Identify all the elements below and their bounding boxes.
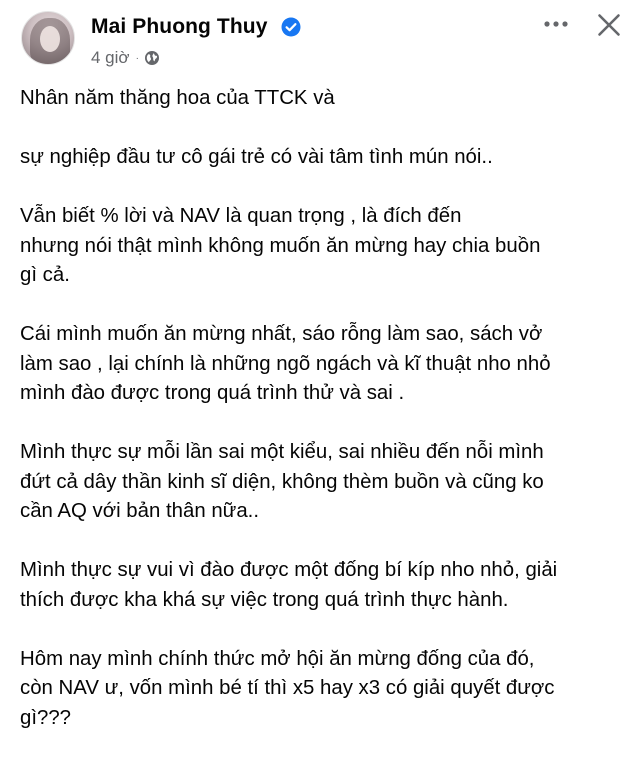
meta-separator: · (135, 52, 139, 64)
close-icon[interactable] (597, 13, 621, 37)
post-time[interactable]: 4 giờ (91, 48, 130, 67)
paragraph (20, 438, 630, 527)
text-line: Cái mình muốn ăn mừng nhất, sáo rỗng làm sao, sách vở (20, 323, 543, 345)
text-line: làm sao , lại chính là những ngõ ngách và kĩ thuật nho nhỏ (20, 352, 551, 375)
text-line: Vẫn biết % lời và NAV là quan trọng , là đích đến (20, 205, 462, 227)
author-name[interactable]: Mai Phuong Thuy (91, 15, 268, 38)
post-text (20, 84, 630, 763)
paragraph (20, 143, 630, 173)
text-line: thích được kha khá sự việc trong quá trình thực hành. (20, 588, 509, 611)
verified-badge-icon (281, 17, 301, 37)
text-line: Mình thực sự vui vì đào được một đống bí kíp nho nhỏ, giải (20, 559, 558, 581)
author-avatar[interactable] (21, 11, 75, 65)
text-line: gì??? (20, 706, 72, 729)
avatar-face (40, 26, 60, 52)
text-line: gì cả. (20, 264, 70, 286)
paragraph (20, 320, 630, 409)
text-line: sự nghiệp đầu tư cô gái trẻ có vài tâm tình mún nói.. (20, 146, 493, 168)
paragraph (20, 84, 630, 114)
text-line: Hôm nay mình chính thức mở hội ăn mừng đống của đó, (20, 647, 535, 670)
post-header (0, 0, 640, 80)
paragraph (20, 556, 630, 615)
post-meta (91, 48, 160, 68)
more-options-icon[interactable] (541, 12, 571, 36)
text-line: cần AQ với bản thân nữa.. (20, 500, 260, 522)
text-line: nhưng nói thật mình không muốn ăn mừng hay chia buồn (20, 234, 541, 257)
text-line: mình đào được trong quá trình thử và sai . (20, 382, 405, 404)
text-line: còn NAV ư, vốn mình bé tí thì x5 hay x3 có giải quyết được (20, 677, 555, 699)
globe-icon[interactable] (144, 50, 160, 66)
text-line: đứt cả dây thần kinh sĩ diện, không thèm buồn và cũng ko (20, 470, 544, 493)
text-line: Nhân năm thăng hoa của TTCK và (20, 87, 335, 109)
text-line: Mình thực sự mỗi lần sai một kiểu, sai nhiều đến nỗi mình (20, 441, 544, 463)
paragraph (20, 202, 630, 291)
paragraph (20, 645, 630, 734)
